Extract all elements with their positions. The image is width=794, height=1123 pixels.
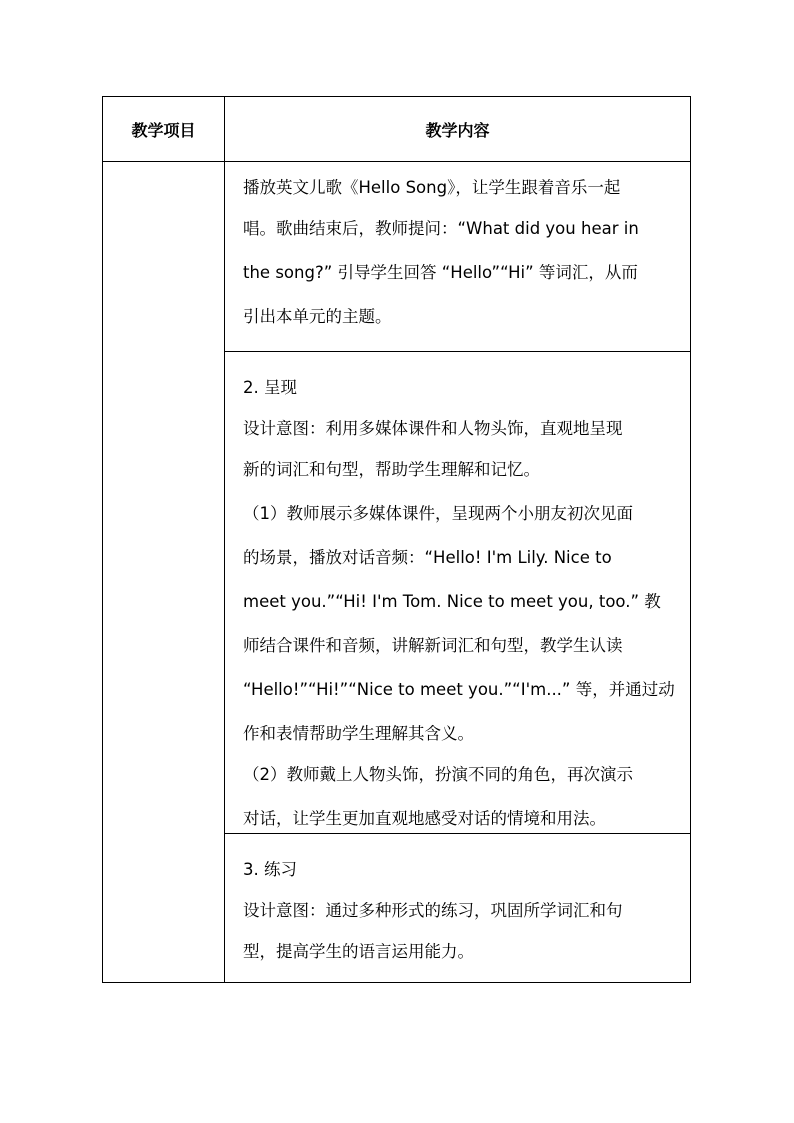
paragraph-line: 的场景，播放对话音频：“Hello! I'm Lily. Nice to bbox=[243, 548, 612, 567]
teaching-item-cell bbox=[103, 162, 225, 983]
practice-content-cell bbox=[225, 834, 691, 983]
paragraph-line: 新的词汇和句型，帮助学生理解和记忆。 bbox=[243, 460, 540, 479]
warmup-content-cell bbox=[225, 162, 691, 352]
section-title: 2. 呈现 bbox=[243, 378, 297, 397]
header-teaching-item: 教学项目 bbox=[103, 97, 225, 162]
paragraph-line: （1）教师展示多媒体课件，呈现两个小朋友初次见面 bbox=[243, 504, 633, 523]
paragraph-line: 唱。歌曲结束后，教师提问：“What did you hear in bbox=[243, 219, 639, 238]
paragraph-line: the song?” 引导学生回答 “Hello”“Hi” 等词汇，从而 bbox=[243, 263, 638, 282]
paragraph-line: 作和表情帮助学生理解其含义。 bbox=[243, 724, 474, 743]
paragraph-line: meet you.”“Hi! I'm Tom. Nice to meet you, too.” 教 bbox=[243, 592, 661, 611]
header-teaching-content: 教学内容 bbox=[225, 97, 691, 162]
presentation-content-cell bbox=[225, 352, 691, 834]
paragraph-line: “Hello!”“Hi!”“Nice to meet you.”“I'm...” 等，并通过动 bbox=[243, 680, 675, 699]
paragraph-line: 型，提高学生的语言运用能力。 bbox=[243, 942, 474, 961]
paragraph-line: （2）教师戴上人物头饰，扮演不同的角色，再次演示 bbox=[243, 765, 633, 784]
paragraph-line: 对话，让学生更加直观地感受对话的情境和用法。 bbox=[243, 809, 606, 828]
paragraph-line: 师结合课件和音频，讲解新词汇和句型，教学生认读 bbox=[243, 636, 623, 655]
paragraph-line: 设计意图：利用多媒体课件和人物头饰，直观地呈现 bbox=[243, 419, 623, 438]
paragraph-line: 设计意图：通过多种形式的练习，巩固所学词汇和句 bbox=[243, 901, 623, 920]
lesson-plan-table bbox=[102, 96, 691, 983]
table-header-row bbox=[103, 97, 691, 162]
table-row bbox=[103, 162, 691, 352]
paragraph-line: 播放英文儿歌《Hello Song》，让学生跟着音乐一起 bbox=[243, 178, 621, 197]
section-title: 3. 练习 bbox=[243, 860, 297, 879]
paragraph-line: 引出本单元的主题。 bbox=[243, 307, 392, 326]
